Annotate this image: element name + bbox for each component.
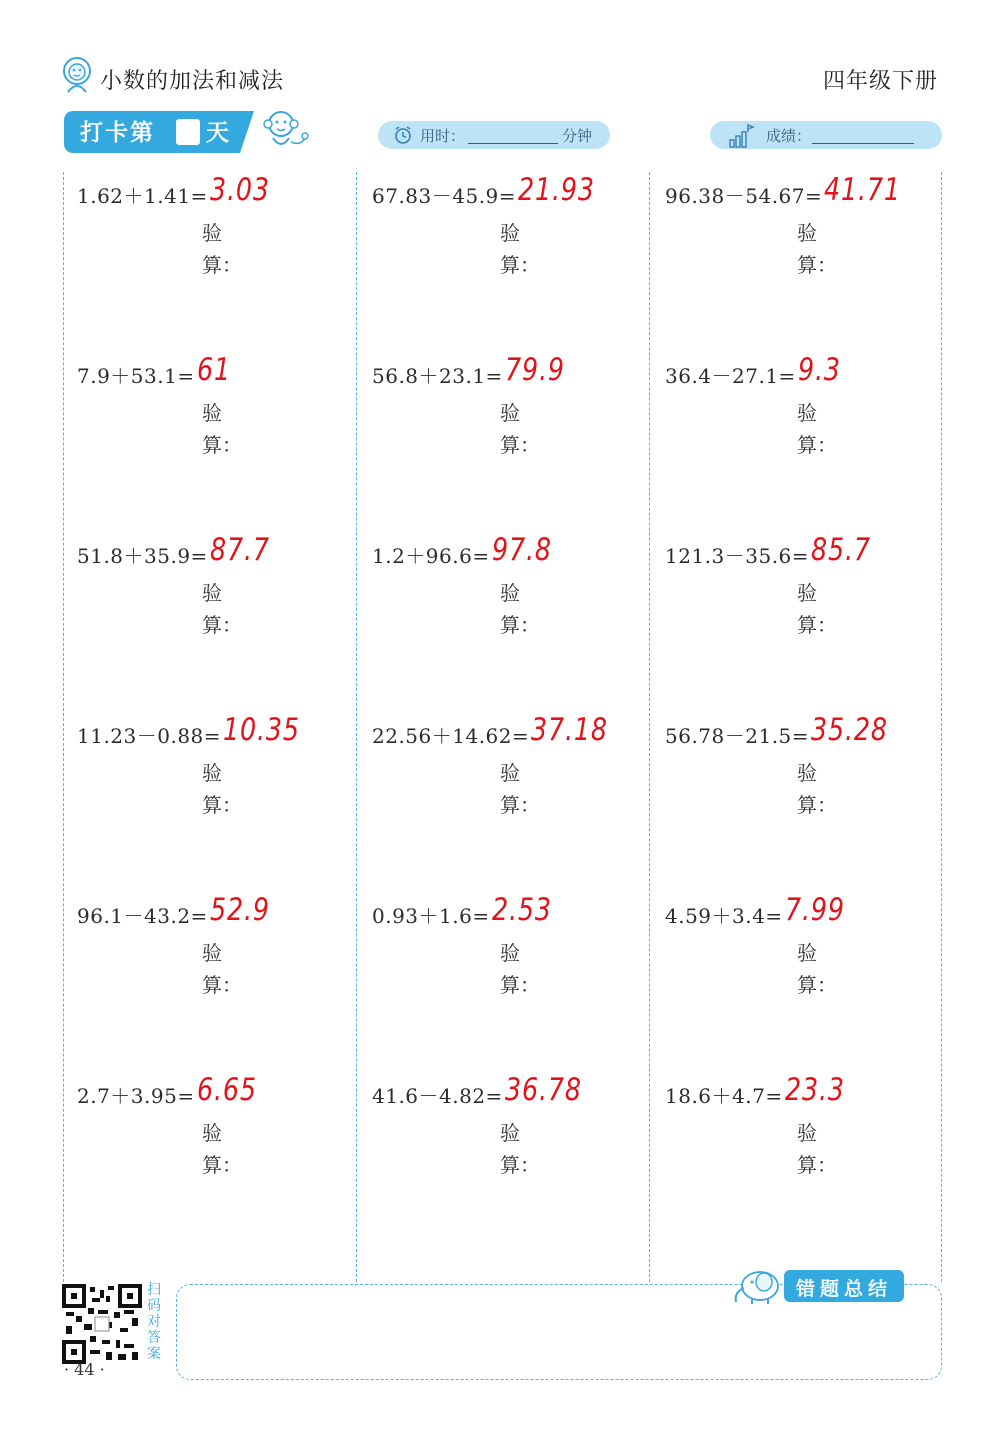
problem-item <box>77 354 367 534</box>
verify-calc-label: 算： <box>500 613 540 637</box>
verify-label: 验 <box>500 581 520 605</box>
problem-item <box>77 714 367 894</box>
handwritten-answer[interactable]: 23.3 <box>785 1072 845 1108</box>
handwritten-answer[interactable]: 85.7 <box>811 532 871 568</box>
handwritten-answer[interactable]: 9.3 <box>798 352 841 388</box>
handwritten-answer[interactable]: 2.53 <box>492 892 552 928</box>
verify-label: 验 <box>797 941 817 965</box>
handwritten-answer[interactable]: 35.28 <box>811 712 888 748</box>
verify-label: 验 <box>797 401 817 425</box>
verify-calc-label: 算： <box>797 1153 837 1177</box>
problem-item <box>77 894 367 1074</box>
problem-item <box>372 1074 662 1254</box>
verify-label: 验 <box>500 221 520 245</box>
verify-label: 验 <box>202 401 222 425</box>
verify-label: 验 <box>202 581 222 605</box>
handwritten-answer[interactable]: 87.7 <box>210 532 270 568</box>
problem-item <box>372 354 662 534</box>
lion-mascot-icon <box>60 56 94 94</box>
handwritten-answer[interactable]: 97.8 <box>492 532 552 568</box>
handwritten-answer[interactable]: 52.9 <box>210 892 270 928</box>
scan-for-answers-text: 扫码对答案 <box>147 1282 161 1362</box>
verify-calc-label: 算： <box>202 973 242 997</box>
problem-expression: 56.78－21.5= <box>665 724 810 748</box>
problem-item <box>77 174 367 354</box>
bar-chart-flag-icon <box>728 124 754 148</box>
verify-label: 验 <box>202 221 222 245</box>
verify-calc-label: 算： <box>202 1153 242 1177</box>
verify-label: 验 <box>202 761 222 785</box>
problem-item <box>665 354 955 534</box>
elephant-mascot-icon <box>730 1266 782 1306</box>
handwritten-answer[interactable]: 41.71 <box>824 172 901 208</box>
problem-item <box>665 894 955 1074</box>
problem-expression: 18.6＋4.7= <box>665 1084 783 1108</box>
verify-calc-label: 算： <box>500 793 540 817</box>
problem-item <box>372 894 662 1074</box>
checkin-label: 打卡第 <box>80 120 155 146</box>
verify-label: 验 <box>500 401 520 425</box>
handwritten-answer[interactable]: 21.93 <box>518 172 595 208</box>
problem-expression: 4.59＋3.4= <box>665 904 783 928</box>
verify-label: 验 <box>202 1121 222 1145</box>
verify-label: 验 <box>797 221 817 245</box>
problem-expression: 96.1－43.2= <box>77 904 208 928</box>
verify-calc-label: 算： <box>500 253 540 277</box>
mistake-summary-title: 错题总结 <box>796 1278 893 1300</box>
handwritten-answer[interactable]: 79.9 <box>505 352 565 388</box>
problem-expression: 121.3－35.6= <box>665 544 810 568</box>
problem-expression: 1.2＋96.6= <box>372 544 490 568</box>
handwritten-answer[interactable]: 37.18 <box>531 712 608 748</box>
verify-calc-label: 算： <box>797 433 837 457</box>
handwritten-answer[interactable]: 3.03 <box>210 172 270 208</box>
verify-label: 验 <box>797 761 817 785</box>
verify-calc-label: 算： <box>202 793 242 817</box>
verify-calc-label: 算： <box>797 793 837 817</box>
problem-item <box>77 1074 367 1254</box>
verify-calc-label: 算： <box>500 973 540 997</box>
problem-expression: 11.23－0.88= <box>77 724 222 748</box>
time-unit: 分钟 <box>562 127 593 145</box>
handwritten-answer[interactable]: 7.99 <box>785 892 845 928</box>
handwritten-answer[interactable]: 6.65 <box>197 1072 257 1108</box>
problem-item <box>372 534 662 714</box>
problem-expression: 22.56＋14.62= <box>372 724 530 748</box>
verify-label: 验 <box>500 761 520 785</box>
problem-expression: 51.8＋35.9= <box>77 544 208 568</box>
verify-label: 验 <box>500 941 520 965</box>
problem-item <box>77 534 367 714</box>
score-input-line[interactable] <box>812 143 914 144</box>
verify-label: 验 <box>797 581 817 605</box>
grade-label: 四年级下册 <box>822 69 938 94</box>
qr-code[interactable] <box>62 1284 142 1364</box>
verify-label: 验 <box>797 1121 817 1145</box>
verify-calc-label: 算： <box>202 613 242 637</box>
handwritten-answer[interactable]: 10.35 <box>223 712 300 748</box>
problem-item <box>665 534 955 714</box>
problem-item <box>665 714 955 894</box>
problem-expression: 0.93＋1.6= <box>372 904 490 928</box>
problem-expression: 56.8＋23.1= <box>372 364 503 388</box>
page-number: · 44 · <box>64 1360 105 1379</box>
problem-expression: 7.9＋53.1= <box>77 364 195 388</box>
checkin-day-label: 天 <box>206 120 229 146</box>
problem-expression: 36.4－27.1= <box>665 364 796 388</box>
score-label: 成绩： <box>766 127 812 145</box>
problem-expression: 41.6－4.82= <box>372 1084 503 1108</box>
handwritten-answer[interactable]: 61 <box>197 352 231 388</box>
column-border-left <box>63 172 64 1282</box>
problem-expression: 67.83－45.9= <box>372 184 517 208</box>
verify-label: 验 <box>500 1121 520 1145</box>
verify-calc-label: 算： <box>202 253 242 277</box>
time-input-line[interactable] <box>468 143 558 144</box>
verify-calc-label: 算： <box>797 253 837 277</box>
problem-item <box>372 174 662 354</box>
verify-calc-label: 算： <box>797 613 837 637</box>
verify-calc-label: 算： <box>202 433 242 457</box>
monkey-mascot-icon <box>255 106 311 158</box>
handwritten-answer[interactable]: 36.78 <box>505 1072 582 1108</box>
problem-item <box>372 714 662 894</box>
verify-label: 验 <box>202 941 222 965</box>
verify-calc-label: 算： <box>500 1153 540 1177</box>
problem-item <box>665 174 955 354</box>
problem-expression: 96.38－54.67= <box>665 184 823 208</box>
chapter-title: 小数的加法和减法 <box>100 69 285 94</box>
problem-expression: 2.7＋3.95= <box>77 1084 195 1108</box>
verify-calc-label: 算： <box>500 433 540 457</box>
problem-expression: 1.62＋1.41= <box>77 184 208 208</box>
alarm-clock-icon <box>393 125 413 145</box>
time-label: 用时： <box>420 127 466 145</box>
problem-item <box>665 1074 955 1254</box>
verify-calc-label: 算： <box>797 973 837 997</box>
